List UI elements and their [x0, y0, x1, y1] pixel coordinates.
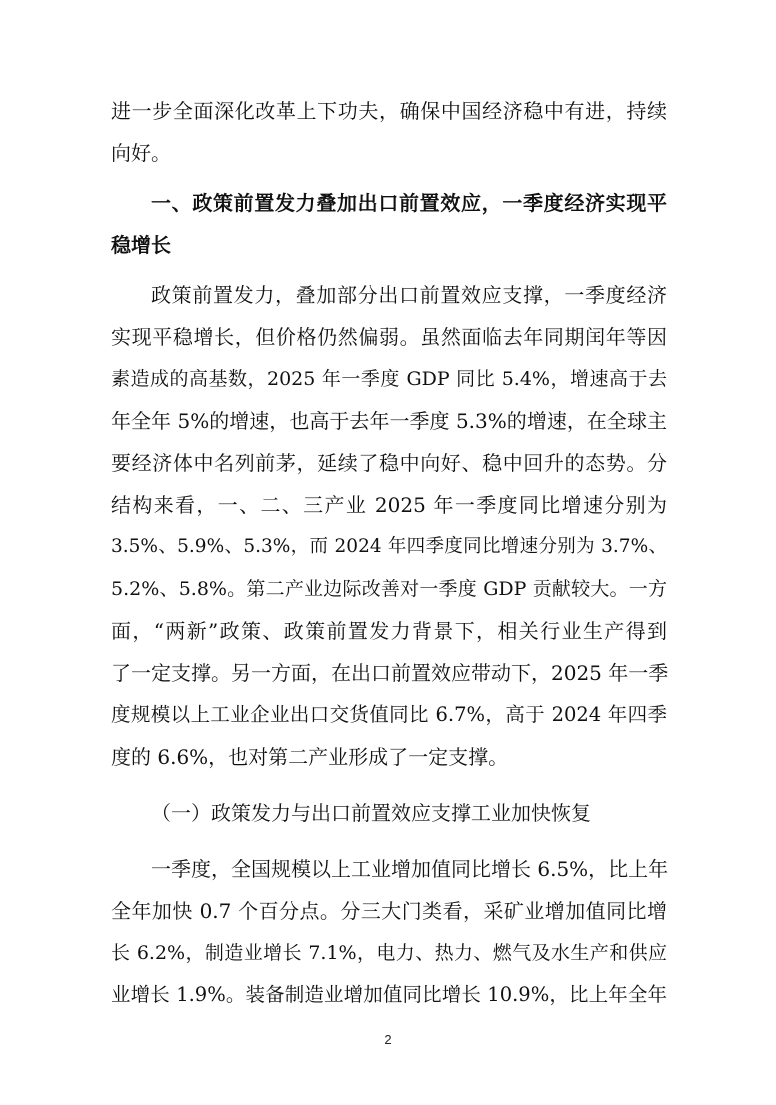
paragraph-line: 要经济体中名列前茅，延续了稳中向好、稳中回升的态势。分 [111, 451, 667, 475]
paragraph-line: 了一定支撑。另一方面，在出口前置效应带动下，2025 年一季 [111, 661, 669, 685]
paragraph-line: 5.2%、5.8%。第二产业边际改善对一季度 GDP 贡献较大。一方 [111, 578, 667, 600]
page-body [111, 90, 667, 1016]
heading-line: 一、政策前置发力叠加出口前置效应，一季度经济实现平 [151, 191, 667, 215]
body-paragraph-1 [111, 274, 667, 778]
section-heading [111, 182, 667, 266]
paragraph-line: 长 6.2%，制造业增长 7.1%，电力、热力、燃气及水生产和供应 [111, 942, 667, 964]
paragraph-line: 素造成的高基数，2025 年一季度 GDP 同比 5.4%，增速高于去 [111, 368, 667, 390]
paragraph-line: 政策前置发力，叠加部分出口前置效应支撑，一季度经济 [151, 283, 667, 307]
paragraph-line: 业增长 1.9%。装备制造业增加值同比增长 10.9%，比上年全年 [111, 983, 667, 1006]
heading-line: 稳增长 [111, 233, 171, 257]
paragraph-line: 年全年 5%的增速，也高于去年一季度 5.3%的增速，在全球主 [111, 409, 667, 433]
paragraph-line: 进一步全面深化改革上下功夫，确保中国经济稳中有进，持续 [111, 99, 667, 123]
page-number: 2 [384, 1032, 392, 1047]
paragraph-line: 实现平稳增长，但价格仍然偏弱。虽然面临去年同期闰年等因 [111, 325, 667, 349]
paragraph-line: 度规模以上工业企业出口交货值同比 6.7%，高于 2024 年四季 [111, 703, 667, 726]
paragraph-line: 一季度，全国规模以上工业增加值同比增长 6.5%，比上年 [151, 857, 669, 881]
intro-paragraph [111, 90, 667, 174]
paragraph-line: 面，“两新”政策、政策前置发力背景下，相关行业生产得到 [111, 619, 667, 643]
paragraph-line: 全年加快 0.7 个百分点。分三大门类看，采矿业增加值同比增 [111, 899, 667, 923]
paragraph-line: 结构来看，一、二、三产业 2025 年一季度同比增速分别为 [111, 493, 667, 517]
body-paragraph-2 [111, 848, 667, 1016]
paragraph-line: 向好。 [111, 141, 171, 165]
subsection-heading: （一）政策发力与出口前置效应支撑工业加快恢复 [151, 801, 591, 825]
paragraph-line: 3.5%、5.9%、5.3%，而 2024 年四季度同比增速分别为 3.7%、 [111, 536, 667, 557]
paragraph-line: 度的 6.6%，也对第二产业形成了一定支撑。 [111, 745, 509, 769]
